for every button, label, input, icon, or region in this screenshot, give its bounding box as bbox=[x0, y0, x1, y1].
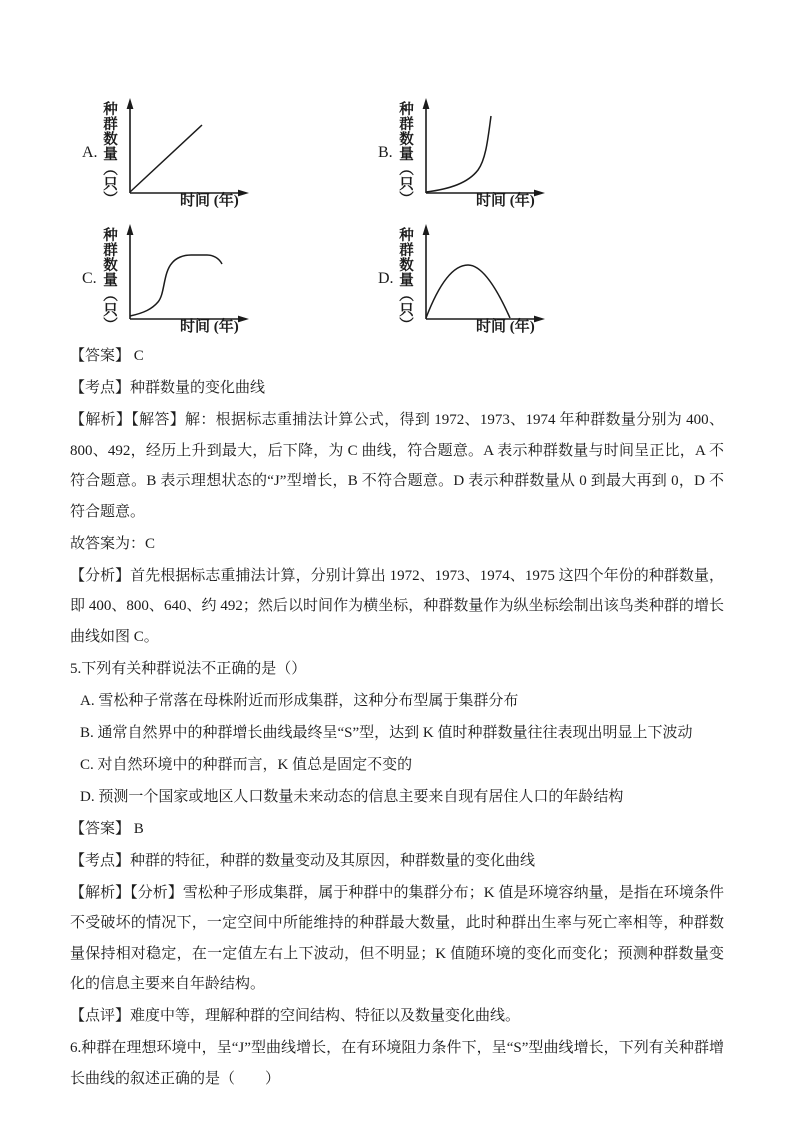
figure-option-c bbox=[76, 222, 326, 344]
figure-option-d bbox=[372, 222, 622, 344]
mini-chart-c bbox=[120, 222, 252, 324]
q5-stem: 5.下列有关种群说法不正确的是（） bbox=[70, 660, 307, 677]
y-axis-label: 种群数量（只） bbox=[397, 101, 413, 206]
figure-option-a bbox=[76, 96, 326, 218]
curve-linear bbox=[130, 125, 202, 192]
q5-comment-line: 【点评】难度中等，理解种群的空间结构、特征以及数量变化曲线。 bbox=[70, 1008, 521, 1024]
q5-keypoint-line: 【考点】种群的特征，种群的数量变动及其原因，种群数量的变化曲线 bbox=[70, 852, 536, 869]
curve-exponential bbox=[426, 116, 491, 192]
q5-analysis-paragraph: 【解析】【分析】雪松种子形成集群，属于种群中的集群分布；K 值是环境容纳量，是指在环境条件不受破坏的情况下，一定空间中所能维持的种群最大数量，此时种群出生率与死亡率相等，种群数量保持相对稳定，在一定值左右上下波动，但不明显；K 值随环境的变化而变化；预测种群数量变化的信息主要来自年龄结构。 bbox=[70, 884, 724, 992]
q4-conclusion-line: 故答案为：C bbox=[70, 535, 156, 552]
q4-discussion-paragraph: 【分析】首先根据标志重捕法计算，分别计算出 1972、1973、1974、1975 这四个年份的种群数量，即 400、800、640、约 492；然后以时间作为横坐标，种群数量作为纵坐标绘制出该鸟类种群的增长曲线如图 C。 bbox=[70, 567, 724, 645]
y-axis-label: 种群数量（只） bbox=[101, 227, 117, 332]
q5-option-d: D. 预测一个国家或地区人口数量未来动态的信息主要来自现有居住人口的年龄结构 bbox=[80, 788, 624, 805]
y-axis-label: 种群数量（只） bbox=[101, 101, 117, 206]
mini-chart-a bbox=[120, 96, 252, 198]
curve-logistic bbox=[130, 255, 222, 316]
x-axis-label: 时间 (年) bbox=[180, 319, 239, 335]
q6-stem: 6.种群在理想环境中，呈“J”型曲线增长，在有环境阻力条件下，呈“S”型曲线增长，下列有关种群增长曲线的叙述正确的是（ ） bbox=[70, 1040, 724, 1087]
x-axis-label: 时间 (年) bbox=[180, 193, 239, 209]
mini-chart-d bbox=[416, 222, 548, 324]
figure-letter-a: A. bbox=[82, 144, 98, 161]
q4-answer-line: 【答案】 C bbox=[70, 348, 144, 364]
curve-bell bbox=[426, 265, 510, 318]
q5-option-b: B. 通常自然界中的种群增长曲线最终呈“S”型，达到 K 值时种群数量往往表现出明显上下波动 bbox=[80, 724, 693, 741]
q5-option-a: A. 雪松种子常落在母株附近而形成集群，这种分布型属于集群分布 bbox=[80, 692, 519, 709]
q4-analysis-paragraph: 【解析】【解答】解：根据标志重捕法计算公式，得到 1972、1973、1974 年种群数量分别为 400、800、492，经历上升到最大，后下降，为 C 曲线，符合题意。A 表示种群数量与时间呈正比，A 不符合题意。B 表示理想状态的“J”型增长，B 不符合题意。D 表示种群数量从 0 到最大再到 0，D 不符合题意。 bbox=[70, 412, 724, 520]
x-axis-label: 时间 (年) bbox=[476, 193, 535, 209]
x-axis-label: 时间 (年) bbox=[476, 319, 535, 335]
y-axis-label: 种群数量（只） bbox=[397, 227, 413, 332]
figure-letter-b: B. bbox=[378, 144, 393, 161]
figure-letter-d: D. bbox=[378, 270, 394, 287]
q4-keypoint-line: 【考点】种群数量的变化曲线 bbox=[70, 380, 266, 396]
q5-answer-line: 【答案】 B bbox=[70, 820, 144, 837]
figure-option-b bbox=[372, 96, 622, 218]
solution-and-questions-text bbox=[0, 341, 794, 1096]
q5-option-c: C. 对自然环境中的种群而言，K 值总是固定不变的 bbox=[80, 756, 413, 773]
mini-chart-b bbox=[416, 96, 548, 198]
figure-letter-c: C. bbox=[82, 270, 97, 287]
